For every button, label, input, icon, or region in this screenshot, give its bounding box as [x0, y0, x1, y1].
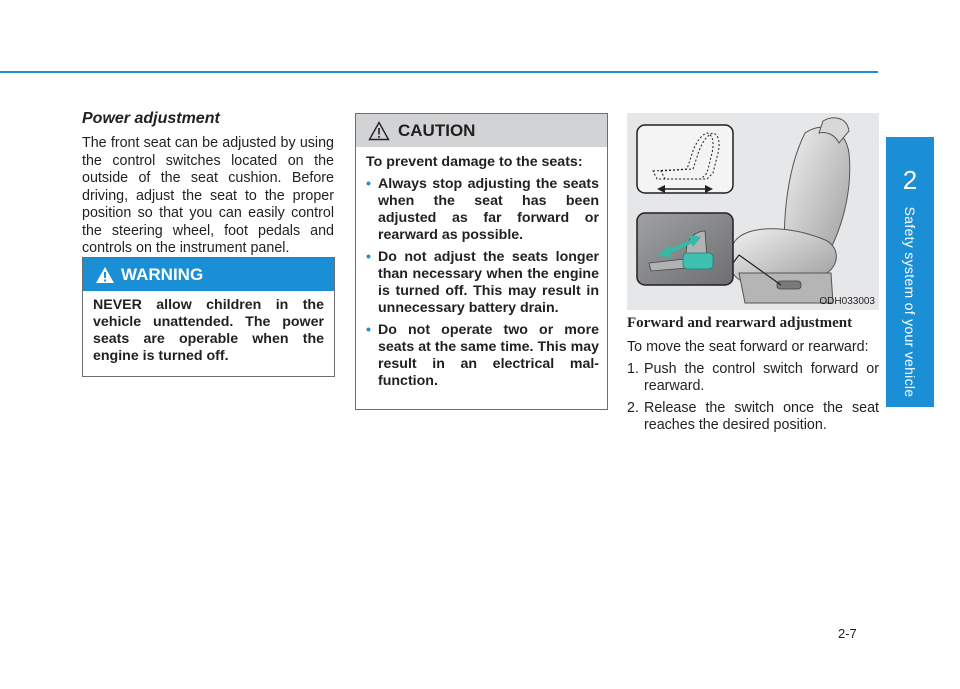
- subsection-intro: To move the seat forward or rearward:: [627, 339, 869, 355]
- caution-item: • Always stop adjusting the seats when the seat has been adjusted as far forward or rearward as possible.: [366, 176, 599, 243]
- list-item: 2. Release the switch once the seat reaches the desired position.: [627, 399, 879, 433]
- caution-label: CAUTION: [398, 120, 476, 140]
- caution-box: [355, 113, 608, 410]
- warning-text: NEVER allow children in the vehicle unattended. The power seats are operable when the engine is turned off.: [93, 297, 324, 364]
- caution-intro: To prevent damage to the seats:: [366, 154, 583, 170]
- list-item: 1. Push the control switch forward or rearward.: [627, 360, 879, 394]
- bullet-icon: •: [366, 176, 371, 192]
- caution-item: • Do not adjust the seats longer than necessary when the engine is turned off. This may result in unnecessary battery drain.: [366, 249, 599, 316]
- power-adjustment-section: [82, 110, 334, 258]
- seat-illustration: [627, 113, 879, 310]
- bullet-icon: •: [366, 249, 371, 265]
- page-number: 2-7: [838, 626, 857, 641]
- chapter-number: 2: [902, 165, 918, 195]
- caution-item: • Do not operate two or more seats at the same time. This may result in an electrical mal-function.: [366, 322, 599, 389]
- chapter-tab: [886, 137, 934, 407]
- figure-code: ODH033003: [819, 296, 875, 307]
- section-body: The front seat can be adjusted by using the control switches located on the outside of the seat cushion. Before driving, adjust the seat to the proper position so that you can easily control the steering wheel, foot pedals and controls on the instrument panel.: [82, 135, 334, 256]
- caution-icon: [368, 121, 390, 141]
- warning-label: WARNING: [121, 264, 204, 284]
- header-rule: [0, 71, 878, 73]
- forward-rearward-section: [627, 315, 879, 439]
- warning-icon: [95, 266, 115, 284]
- seat-drawing: [627, 113, 879, 310]
- subsection-title: Forward and rearward adjustment: [627, 315, 853, 331]
- chapter-title: Safety system of your vehicle: [902, 206, 918, 398]
- bullet-icon: •: [366, 322, 371, 338]
- steps-list: [627, 361, 879, 435]
- section-title: Power adjustment: [82, 110, 220, 127]
- warning-box: [82, 257, 335, 377]
